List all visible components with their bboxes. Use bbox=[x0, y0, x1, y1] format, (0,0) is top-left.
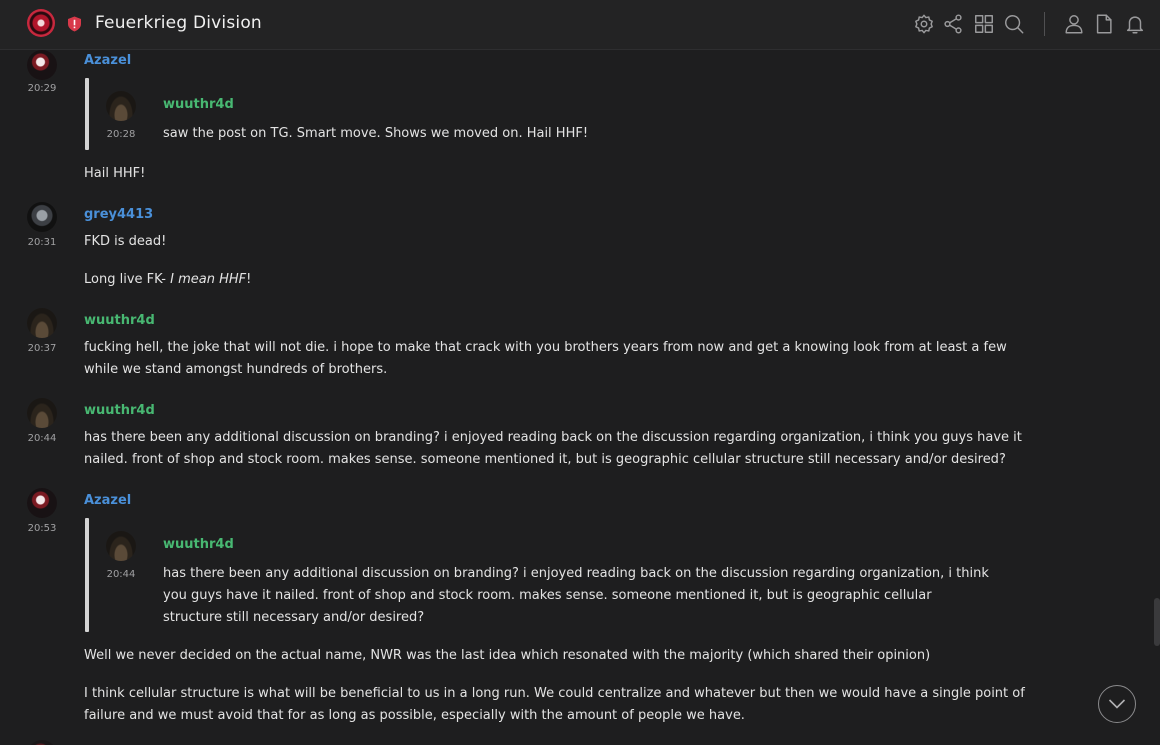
scrollbar-thumb[interactable] bbox=[1154, 598, 1160, 646]
message-text: Long live FK- I mean HHF! bbox=[84, 272, 252, 287]
quote-text: has there been any additional discussion on branding? i enjoyed reading back on the discussion regarding organization, i think bbox=[163, 566, 989, 581]
quote-avatar[interactable] bbox=[106, 91, 136, 121]
quote-time: 20:28 bbox=[106, 129, 136, 140]
message-time: 20:29 bbox=[27, 83, 57, 94]
search-icon[interactable] bbox=[1003, 13, 1025, 35]
avatar[interactable] bbox=[27, 308, 57, 338]
quote-time: 20:44 bbox=[106, 569, 136, 580]
avatar[interactable] bbox=[27, 202, 57, 232]
message-text: failure and we must avoid that for as long as possible, especially with the amount of people we have. bbox=[84, 708, 745, 723]
quote-author[interactable]: wuuthr4d bbox=[163, 97, 234, 112]
avatar[interactable] bbox=[27, 488, 57, 518]
grid-icon[interactable] bbox=[973, 13, 995, 35]
message-text: Hail HHF! bbox=[84, 166, 146, 181]
avatar[interactable] bbox=[27, 50, 57, 80]
message-text: I think cellular structure is what will be beneficial to us in a long run. We could centralize and whatever but then we would have a single point of bbox=[84, 686, 1025, 701]
message-time: 20:37 bbox=[27, 343, 57, 354]
settings-icon[interactable] bbox=[913, 13, 935, 35]
scroll-to-bottom-button[interactable] bbox=[1098, 685, 1136, 723]
message-time: 20:31 bbox=[27, 237, 57, 248]
quote-text: saw the post on TG. Smart move. Shows we moved on. Hail HHF! bbox=[163, 126, 589, 141]
page-title: Feuerkrieg Division bbox=[95, 13, 262, 33]
message-text: while we stand amongst hundreds of brothers. bbox=[84, 362, 388, 377]
message-author[interactable]: Azazel bbox=[84, 493, 132, 508]
top-bar bbox=[0, 0, 1160, 50]
avatar[interactable] bbox=[27, 398, 57, 428]
quote-avatar[interactable] bbox=[106, 531, 136, 561]
avatar[interactable] bbox=[27, 740, 57, 745]
user-icon[interactable] bbox=[1063, 13, 1085, 35]
shield-alert-icon bbox=[67, 16, 82, 32]
message-text: FKD is dead! bbox=[84, 234, 167, 249]
share-icon[interactable] bbox=[942, 13, 964, 35]
message-text: nailed. front of shop and stock room. makes sense. someone mentioned it, but is geographic cellular structure still necessary and/or desired? bbox=[84, 452, 1006, 467]
message-text: fucking hell, the joke that will not die. i hope to make that crack with you brothers years from now and get a knowing look from at least a few bbox=[84, 340, 1007, 355]
quote-bar bbox=[85, 518, 89, 632]
message-author[interactable]: wuuthr4d bbox=[84, 313, 155, 328]
quote-text: you guys have it nailed. front of shop and stock room. makes sense. someone mentioned it, but is geographic cellular bbox=[163, 588, 932, 603]
quote-bar bbox=[85, 78, 89, 150]
message-author[interactable]: wuuthr4d bbox=[84, 403, 155, 418]
quote-text: structure still necessary and/or desired? bbox=[163, 610, 425, 625]
server-logo-icon[interactable] bbox=[27, 9, 55, 37]
message-time: 20:53 bbox=[27, 523, 57, 534]
bell-icon[interactable] bbox=[1124, 13, 1146, 35]
file-icon[interactable] bbox=[1093, 13, 1115, 35]
message-time: 20:44 bbox=[27, 433, 57, 444]
toolbar-divider bbox=[1044, 12, 1045, 36]
message-author[interactable]: Azazel bbox=[84, 53, 132, 68]
message-list bbox=[0, 50, 1160, 745]
message-text: has there been any additional discussion on branding? i enjoyed reading back on the discussion regarding organization, i think you guys have it bbox=[84, 430, 1022, 445]
message-author[interactable]: grey4413 bbox=[84, 207, 154, 222]
message-text: Well we never decided on the actual name, NWR was the last idea which resonated with the majority (which shared their opinion) bbox=[84, 648, 931, 663]
chevron-down-icon bbox=[1108, 698, 1126, 710]
quote-author[interactable]: wuuthr4d bbox=[163, 537, 234, 552]
